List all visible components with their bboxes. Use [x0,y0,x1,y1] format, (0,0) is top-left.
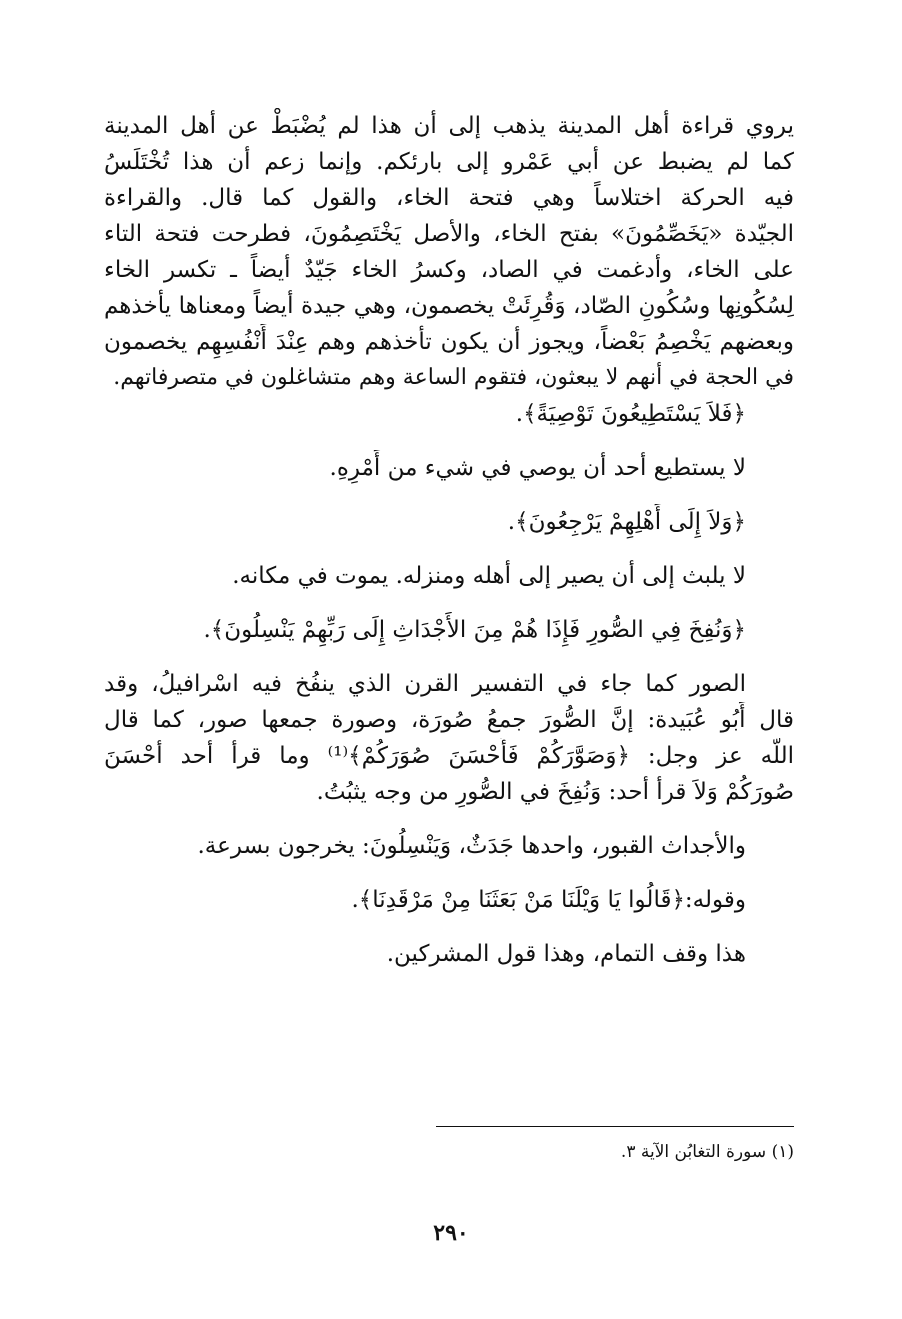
text-line: كما لم يضبط عن أبي عَمْرو إلى بارئكم. وإنما زعم أن هذا تُخْتَلَسُ [104,149,794,175]
quran-verse: ﴿وَلاَ إِلَى أَهْلِهِمْ يَرْجِعُونَ﴾. [507,509,746,535]
text-line: في الحجة في أنهم لا يبعثون، فتقوم الساعة وهم متشاغلون في متصرفاتهم. [113,365,794,390]
text-line: وبعضهم يَخْصِمُ بَعْضاً، ويجوز أن يكون تأخذهم وهم عِنْدَ أَنْفُسِهِم يخصمون [104,329,794,355]
footnote: (١) سورة التغابُن الآية ٣. [620,1142,794,1162]
text-line: الجيّدة «يَخَصِّمُونَ» بفتح الخاء، والأصل يَخْتَصِمُونَ، فطرحت فتحة التاء [104,221,794,247]
main-text [104,108,794,972]
text-line: لا يلبث إلى أن يصير إلى أهله ومنزله. يموت في مكانه. [232,563,746,589]
text-line: والأجداث القبور، واحدها جَدَثٌ، وَيَنْسِلُونَ: يخرجون بسرعة. [197,833,746,859]
quran-verse: ﴿وَنُفِخَ فِي الصُّورِ فَإِذَا هُمْ مِنَ الأَجْدَاثِ إِلَى رَبِّهِمْ يَنْسِلُونَ﴾. [203,617,746,643]
text-line: فيه الحركة اختلاساً وهي فتحة الخاء، والقول كما قال. والقراءة [104,185,794,211]
quran-verse: ﴿فَلاَ يَسْتَطِيعُونَ تَوْصِيَةً﴾. [515,401,746,427]
quran-verse: وقوله:﴿قَالُوا يَا وَيْلَنَا مَنْ بَعَثَنَا مِنْ مَرْقَدِنَا﴾. [351,887,746,913]
text-line: اللّه عز وجل: ﴿وَصَوَّرَكُمْ فَأَحْسَنَ صُوَرَكُمْ﴾⁽¹⁾ وما قرأ أحد أحْسَنَ [104,743,794,769]
text-line: لِسُكُونِها وسُكُونِ الصّاد، وَقُرِئَتْ يخصمون، وهي جيدة أيضاً ومعناها يأخذهم [104,293,794,319]
text-line: قال أَبُو عُبَيدة: إنَّ الصُّورَ جمعُ صُورَة، وصورة جمعها صور، كما قال [104,707,794,733]
page-number: ٢٩٠ [433,1220,469,1246]
text-line: يروي قراءة أهل المدينة يذهب إلى أن هذا لم يُضْبَطْ عن أهل المدينة [104,113,794,139]
text-line: الصور كما جاء في التفسير القرن الذي ينفُخ فيه اسْرافيلُ، وقد [104,671,746,697]
text-line: هذا وقف التمام، وهذا قول المشركين. [386,941,746,967]
footnote-divider [436,1126,794,1127]
text-line: صُورَكُمْ وَلاَ قرأ أحد: وَنُفِخَ في الصُّورِ من وجه يثبُتُ. [316,779,794,805]
text-line: على الخاء، وأدغمت في الصاد، وكسرُ الخاء جَيّدٌ أيضاً ـ تكسر الخاء [104,257,794,283]
text-line: لا يستطيع أحد أن يوصي في شيء من أَمْرِهِ. [329,455,746,481]
